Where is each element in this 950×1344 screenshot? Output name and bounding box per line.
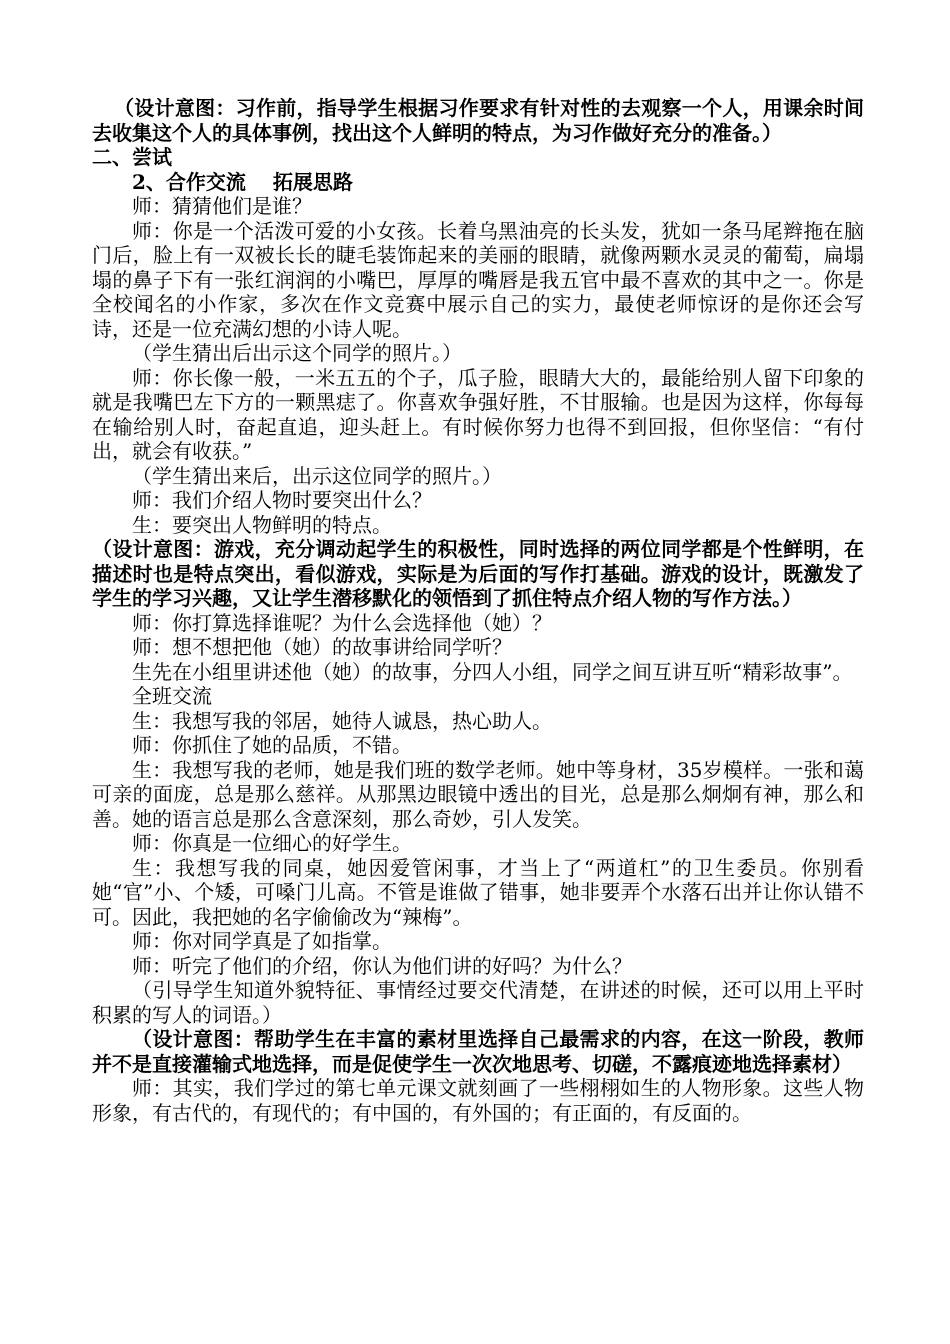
teacher-feedback-quality: 师：你抓住了她的品质，不错。 [132,733,412,757]
teacher-question-evaluate: 师：听完了他们的介绍，你认为他们讲的好吗？为什么？ [132,953,632,978]
student-line-neighbor: 生：我想写我的邻居，她待人诚恳，热心助人。 [132,708,552,733]
student-line-deskmate: 生：我想写我的同桌，她因爱管闲事，才当上了“两道杠”的卫生委员。你别看她“官”小、个矮，可嗓门儿高。不管是谁做了错事，她非要弄个水落石出并让你认错不可。因此，我把她的名字偷偷改为“辣梅”。 [92,855,864,929]
teacher-feedback-know-well: 师：你对同学真是了如指掌。 [132,929,392,953]
design-intent-note-2: （设计意图：游戏，充分调动起学生的积极性，同时选择的两位同学都是个性鲜明，在描述时也是特点突出，看似游戏，实际是为后面的写作打基础。游戏的设计，既激发了学生的学习兴趣，又让学生潜移默化的领悟到了抓住特点介绍人物的写作方法。） [92,537,864,610]
section-heading-try: 二、尝试 [92,145,172,169]
teacher-description-girl: 师：你是一个活泼可爱的小女孩。长着乌黑油亮的长头发，犹如一条马尾辫拖在脑门后，脸上有一双被长长的睫毛装饰起来的美丽的眼睛，就像两颗水灵灵的葡萄，扁塌塌的鼻子下有一张红润润的小嘴巴，厚厚的嘴唇是我五官中最不喜欢的其中之一。你是全校闻名的小作家，多次在作文竞赛中展示自己的实力，最使老师惊讶的是你还会写诗，还是一位充满幻想的小诗人呢。 [92,218,864,341]
subsection-heading-cooperate: 2、合作交流 拓展思路 [132,169,353,194]
student-line-teacher: 生：我想写我的老师，她是我们班的数学老师。她中等身材，35岁模样。一张和蔼可亲的面庞，总是那么慈祥。从那黑边眼镜中透出的目光，总是那么炯炯有神，那么和善。她的语言总是那么含意深刻，那么奇妙，引人发笑。 [92,757,864,831]
teacher-line-guess: 师：猜猜他们是谁？ [132,194,312,218]
teacher-feedback-careful: 师：你真是一位细心的好学生。 [132,831,412,855]
group-activity-line: 生先在小组里讲述他（她）的故事，分四人小组，同学之间互讲互听“精彩故事”。 [132,659,853,684]
teacher-question-tell: 师：想不想把他（她）的故事讲给同学听？ [132,635,512,659]
design-intent-note-1: （设计意图：习作前，指导学生根据习作要求有针对性的去观察一个人，用课余时间去收集这个人的具体事例，找出这个人鲜明的特点，为习作做好充分的准备。） [92,96,864,145]
class-exchange-label: 全班交流 [132,684,212,708]
teacher-question-highlight: 师：我们介绍人物时要突出什么？ [132,488,432,512]
student-answer-features: 生：要突出人物鲜明的特点。 [132,512,392,537]
note-show-photo-1: （学生猜出后出示这个同学的照片。） [132,341,462,365]
document-page [92,96,864,1125]
teacher-line-unit-seven: 师：其实，我们学过的第七单元课文就刻画了一些栩栩如生的人物形象。这些人物形象，有古代的，有现代的；有中国的，有外国的；有正面的，有反面的。 [92,1076,864,1125]
teacher-description-student-2: 师：你长像一般，一米五五的个子，瓜子脸，眼睛大大的，最能给别人留下印象的就是我嘴巴左下方的一颗黑痣了。你喜欢争强好胜，不甘服输。也是因为这样，你每每在输给别人时，奋起直追，迎头赶上。有时候你努力也得不到回报，但你坚信：“有付出，就会有收获。” [92,365,864,463]
guidance-note: （引导学生知道外貌特征、事情经过要交代清楚，在讲述的时候，还可以用上平时积累的写人的词语。） [92,978,864,1027]
teacher-question-choose: 师：你打算选择谁呢？为什么会选择他（她）？ [132,610,552,635]
note-show-photo-2: （学生猜出来后，出示这位同学的照片。） [132,463,502,488]
design-intent-note-3: （设计意图：帮助学生在丰富的素材里选择自己最需求的内容，在这一阶段，教师并不是直接灌输式地选择，而是促使学生一次次地思考、切磋，不露痕迹地选择素材） [92,1027,864,1076]
